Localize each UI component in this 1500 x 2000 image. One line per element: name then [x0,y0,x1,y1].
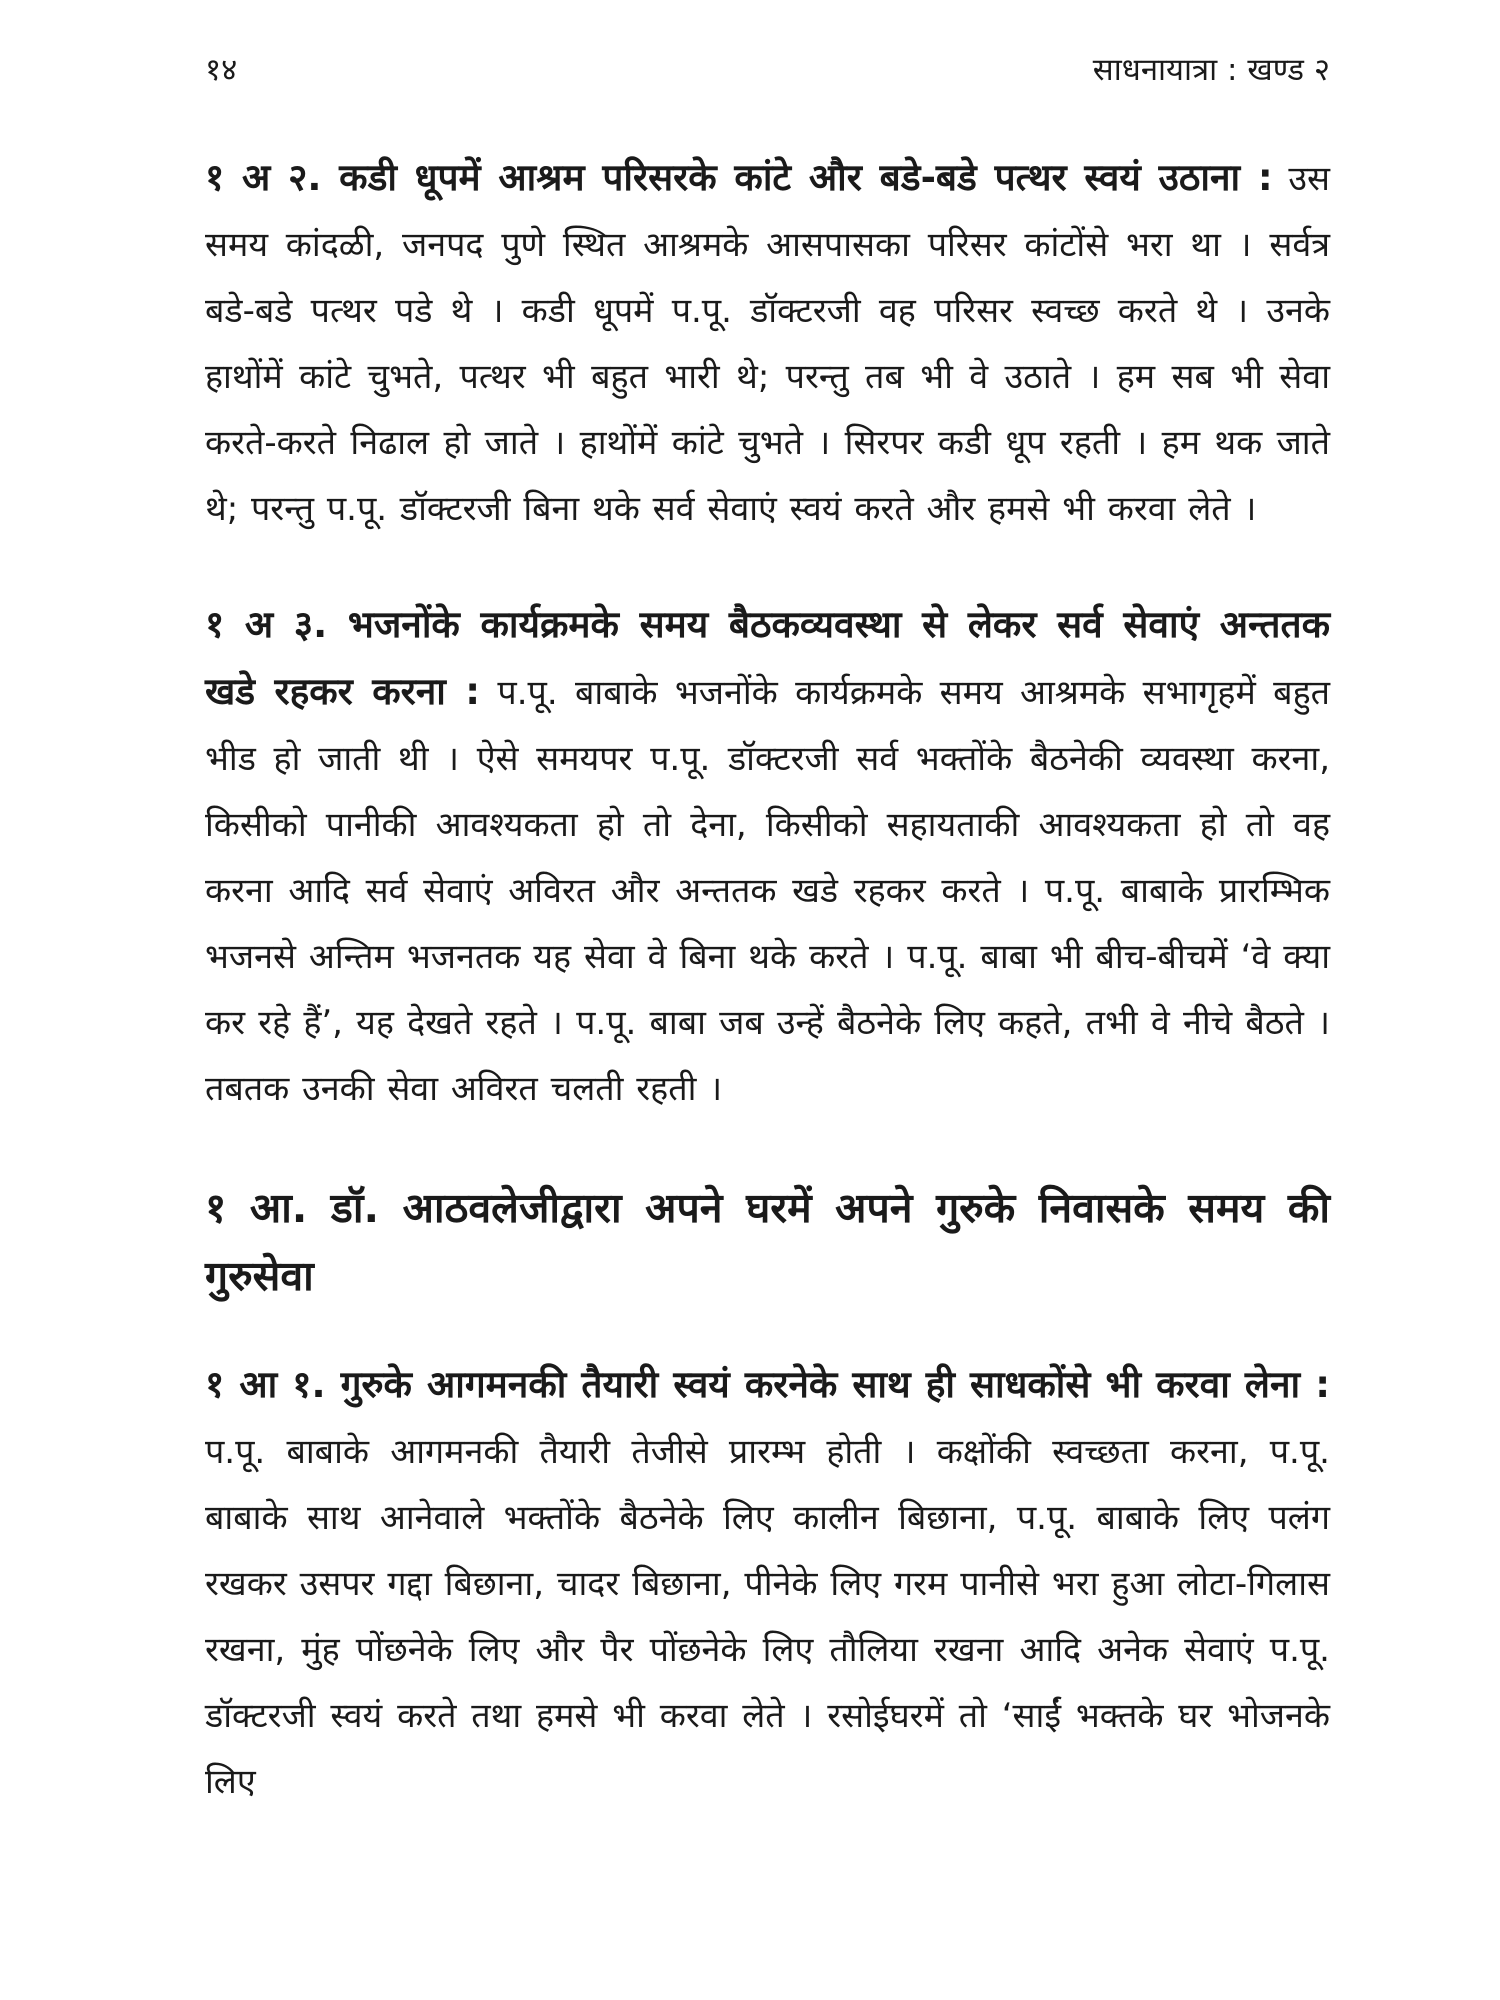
section-1aa1 [205,1352,1330,1815]
section-body: उस समय कांदळी, जनपद पुणे स्थित आश्रमके आसपासका परिसर कांटोंसे भरा था । सर्वत्र बडे-बडे पत्थर पडे थे । कडी धूपमें प.पू. डॉक्टरजी वह परिसर स्वच्छ करते थे । उनके हाथोंमें कांटे चुभते, पत्थर भी बहुत भारी थे; परन्तु तब भी वे उठाते । हम सब भी सेवा करते-करते निढाल हो जाते । हाथोंमें कांटे चुभते । सिरपर कडी धूप रहती । हम थक जाते थे; परन्तु प.पू. डॉक्टरजी बिना थके सर्व सेवाएं स्वयं करते और हमसे भी करवा लेते । [205,159,1330,529]
running-title: साधनायात्रा : खण्ड २ [1092,52,1330,88]
main-heading: १ आ. डॉ. आठवलेजीद्वारा अपने घरमें अपने गुरुके निवासके समय की गुरुसेवा [205,1184,1330,1300]
section-heading: १ अ २. कडी धूपमें आश्रम परिसरके कांटे और बडे-बडे पत्थर स्वयं उठाना : [205,156,1273,199]
section-1a3 [205,592,1330,1122]
page-number: १४ [205,52,238,88]
section-heading: १ आ १. गुरुके आगमनकी तैयारी स्वयं करनेके साथ ही साधकोंसे भी करवा लेना : [205,1363,1330,1406]
section-body: प.पू. बाबाके भजनोंके कार्यक्रमके समय आश्रमके सभागृहमें बहुत भीड हो जाती थी । ऐसे समयपर प.पू. डॉक्टरजी सर्व भक्तोंके बैठनेकी व्यवस्था करना, किसीको पानीकी आवश्यकता हो तो देना, किसीको सहायताकी आवश्यकता हो तो वह करना आदि सर्व सेवाएं अविरत और अन्ततक खडे रहकर करते । प.पू. बाबाके प्रारम्भिक भजनसे अन्तिम भजनतक यह सेवा वे बिना थके करते । प.पू. बाबा भी बीच-बीचमें ‘वे क्या कर रहे हैं’, यह देखते रहते । प.पू. बाबा जब उन्हें बैठनेके लिए कहते, तभी वे नीचे बैठते । तबतक उनकी सेवा अविरत चलती रहती । [205,673,1331,1109]
running-header [205,48,1330,90]
section-heading: १ अ ३. भजनोंके कार्यक्रमके समय बैठकव्यवस्था से लेकर सर्व सेवाएं अन्ततक खडे रहकर करना : [205,603,1330,713]
section-1a2 [205,145,1330,542]
section-body: प.पू. बाबाके आगमनकी तैयारी तेजीसे प्रारम्भ होती । कक्षोंकी स्वच्छता करना, प.पू. बाबाके साथ आनेवाले भक्तोंके बैठनेके लिए कालीन बिछाना, प.पू. बाबाके लिए पलंग रखकर उसपर गद्दा बिछाना, चादर बिछाना, पीनेके लिए गरम पानीसे भरा हुआ लोटा-गिलास रखना, मुंह पोंछनेके लिए और पैर पोंछनेके लिए तौलिया रखना आदि अनेक सेवाएं प.पू. डॉक्टरजी स्वयं करते तथा हमसे भी करवा लेते । रसोईघरमें तो ‘साईं भक्तके घर भोजनके लिए [205,1432,1330,1802]
page-content [205,145,1330,1815]
